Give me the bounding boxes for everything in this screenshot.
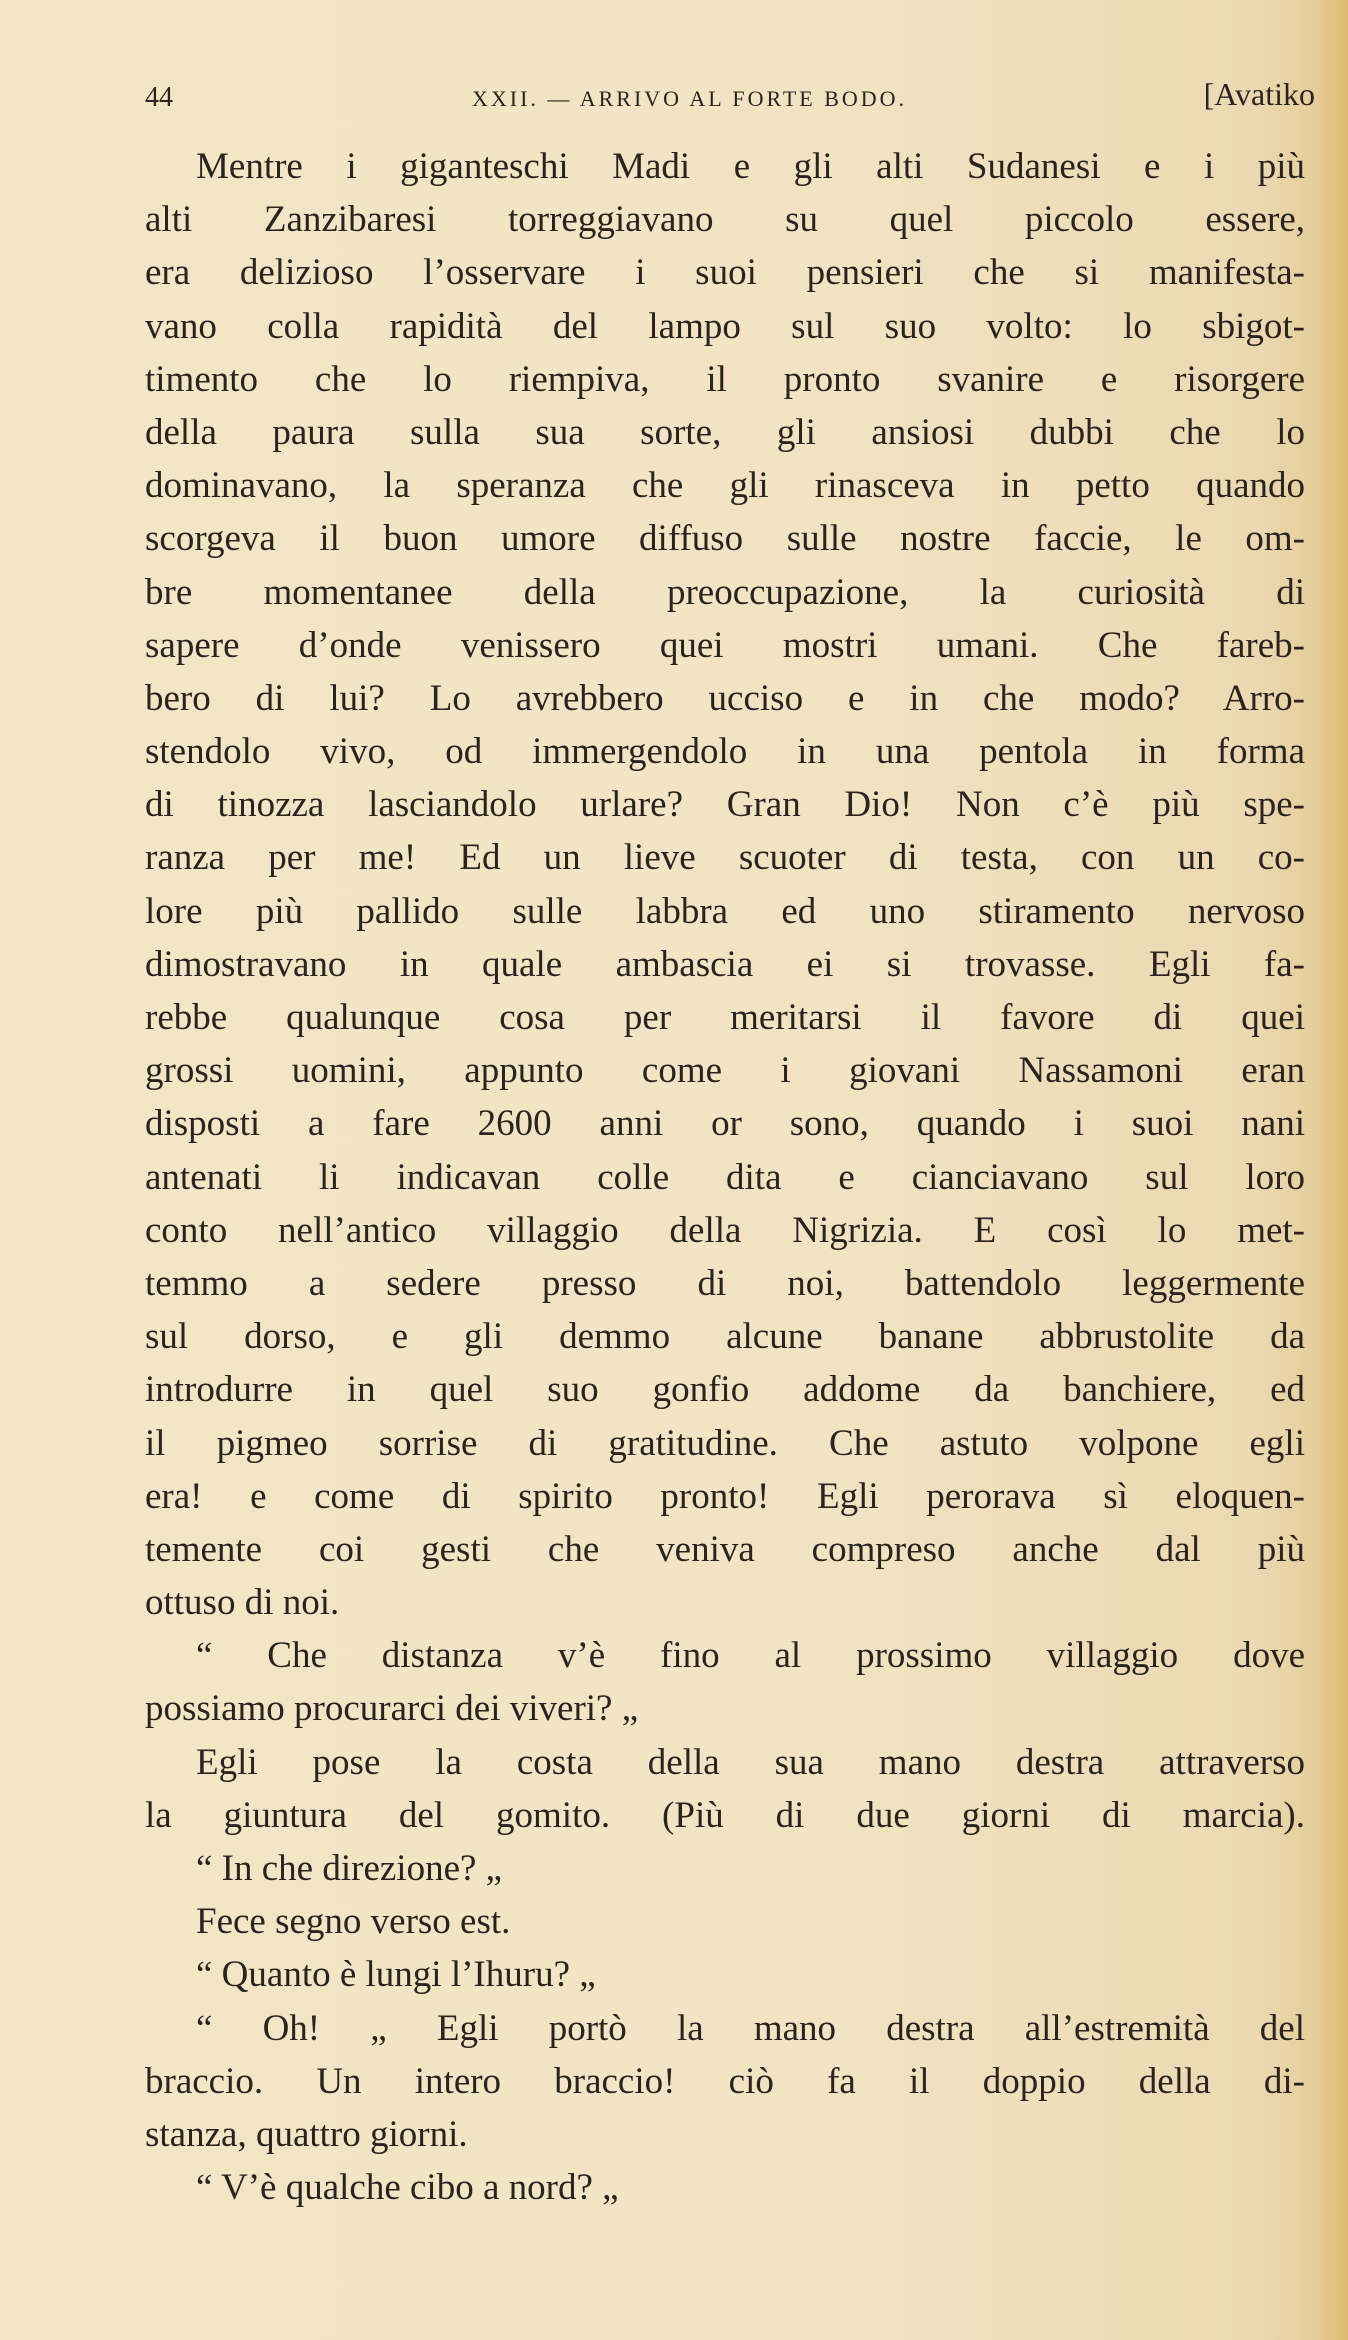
text-line: dominavano, la speranza che gli rinasceva in petto quando [145, 465, 1305, 507]
text-line: era delizioso l’osservare i suoi pensieri che si manifesta- [145, 252, 1305, 294]
text-line: della paura sulla sua sorte, gli ansiosi dubbi che lo [145, 411, 1305, 453]
text-line: bero di lui? Lo avrebbero ucciso e in che modo? Arro- [145, 677, 1305, 719]
text-line: timento che lo riempiva, il pronto svanire e risorgere [145, 358, 1305, 400]
text-line: di tinozza lasciandolo urlare? Gran Dio! Non c’è più spe- [145, 784, 1305, 826]
text-line: “ Quanto è lungi l’Ihuru? „ [196, 1954, 596, 1996]
text-line: grossi uomini, appunto come i giovani Nassamoni eran [145, 1050, 1305, 1092]
text-line: “ Che distanza v’è fino al prossimo villaggio dove [196, 1635, 1305, 1677]
text-line: Fece segno verso est. [196, 1901, 511, 1943]
text-line: rebbe qualunque cosa per meritarsi il favore di quei [145, 997, 1305, 1038]
text-line: la giuntura del gomito. (Più di due giorni di marcia). [145, 1794, 1305, 1836]
text-line: “ In che direzione? „ [196, 1848, 503, 1889]
text-line: introdurre in quel suo gonfio addome da banchiere, ed [145, 1369, 1305, 1411]
page-number: 44 [145, 82, 173, 113]
text-line: conto nell’antico villaggio della Nigrizia. E così lo met- [145, 1209, 1305, 1251]
text-line: sul dorso, e gli demmo alcune banane abbrustolite da [145, 1316, 1305, 1358]
text-line: “ Oh! „ Egli portò la mano destra all’estremità del [196, 2007, 1305, 2049]
text-line: stanza, quattro giorni. [145, 2113, 468, 2155]
text-line: ottuso di noi. [145, 1582, 340, 1624]
text-line: antenati li indicavan colle dita e cianciavano sul loro [145, 1156, 1305, 1198]
text-line: ranza per me! Ed un lieve scuoter di testa, con un co- [145, 837, 1305, 879]
text-line: vano colla rapidità del lampo sul suo volto: lo sbigot- [145, 305, 1305, 347]
text-line: era! e come di spirito pronto! Egli perorava sì eloquen- [145, 1475, 1305, 1517]
text-line: lore più pallido sulle labbra ed uno stiramento nervoso [145, 890, 1305, 932]
text-line: alti Zanzibaresi torreggiavano su quel piccolo essere, [145, 199, 1305, 241]
text-line: bre momentanee della preoccupazione, la curiosità di [145, 571, 1305, 613]
text-line: temmo a sedere presso di noi, battendolo leggermente [145, 1262, 1305, 1304]
text-line: temente coi gesti che veniva compreso anche dal più [145, 1528, 1305, 1570]
text-line: Mentre i giganteschi Madi e gli alti Sudanesi e i più [196, 146, 1305, 187]
text-line: “ V’è qualche cibo a nord? „ [196, 2167, 619, 2209]
text-line: Egli pose la costa della sua mano destra attraverso [196, 1741, 1305, 1783]
text-line: dimostravano in quale ambascia ei si trovasse. Egli fa- [145, 943, 1305, 985]
text-line: stendolo vivo, od immergendolo in una pentola in forma [145, 731, 1305, 773]
text-line: scorgeva il buon umore diffuso sulle nostre faccie, le om- [145, 518, 1305, 560]
body-text [145, 140, 1305, 2214]
running-header [145, 76, 1315, 120]
text-line: possiamo procurarci dei viveri? „ [145, 1688, 639, 1730]
text-line: il pigmeo sorrise di gratitudine. Che astuto volpone egli [145, 1422, 1305, 1464]
page-edge-shadow [1316, 0, 1348, 2340]
text-line: braccio. Un intero braccio! ciò fa il doppio della di- [145, 2060, 1305, 2102]
running-title: XXII. — ARRIVO AL FORTE BODO. [472, 86, 908, 111]
text-line: sapere d’onde venissero quei mostri umani. Che fareb- [145, 624, 1305, 666]
text-line: disposti a fare 2600 anni or sono, quando i suoi nani [145, 1103, 1305, 1145]
running-author: [Avatiko [1203, 76, 1315, 112]
